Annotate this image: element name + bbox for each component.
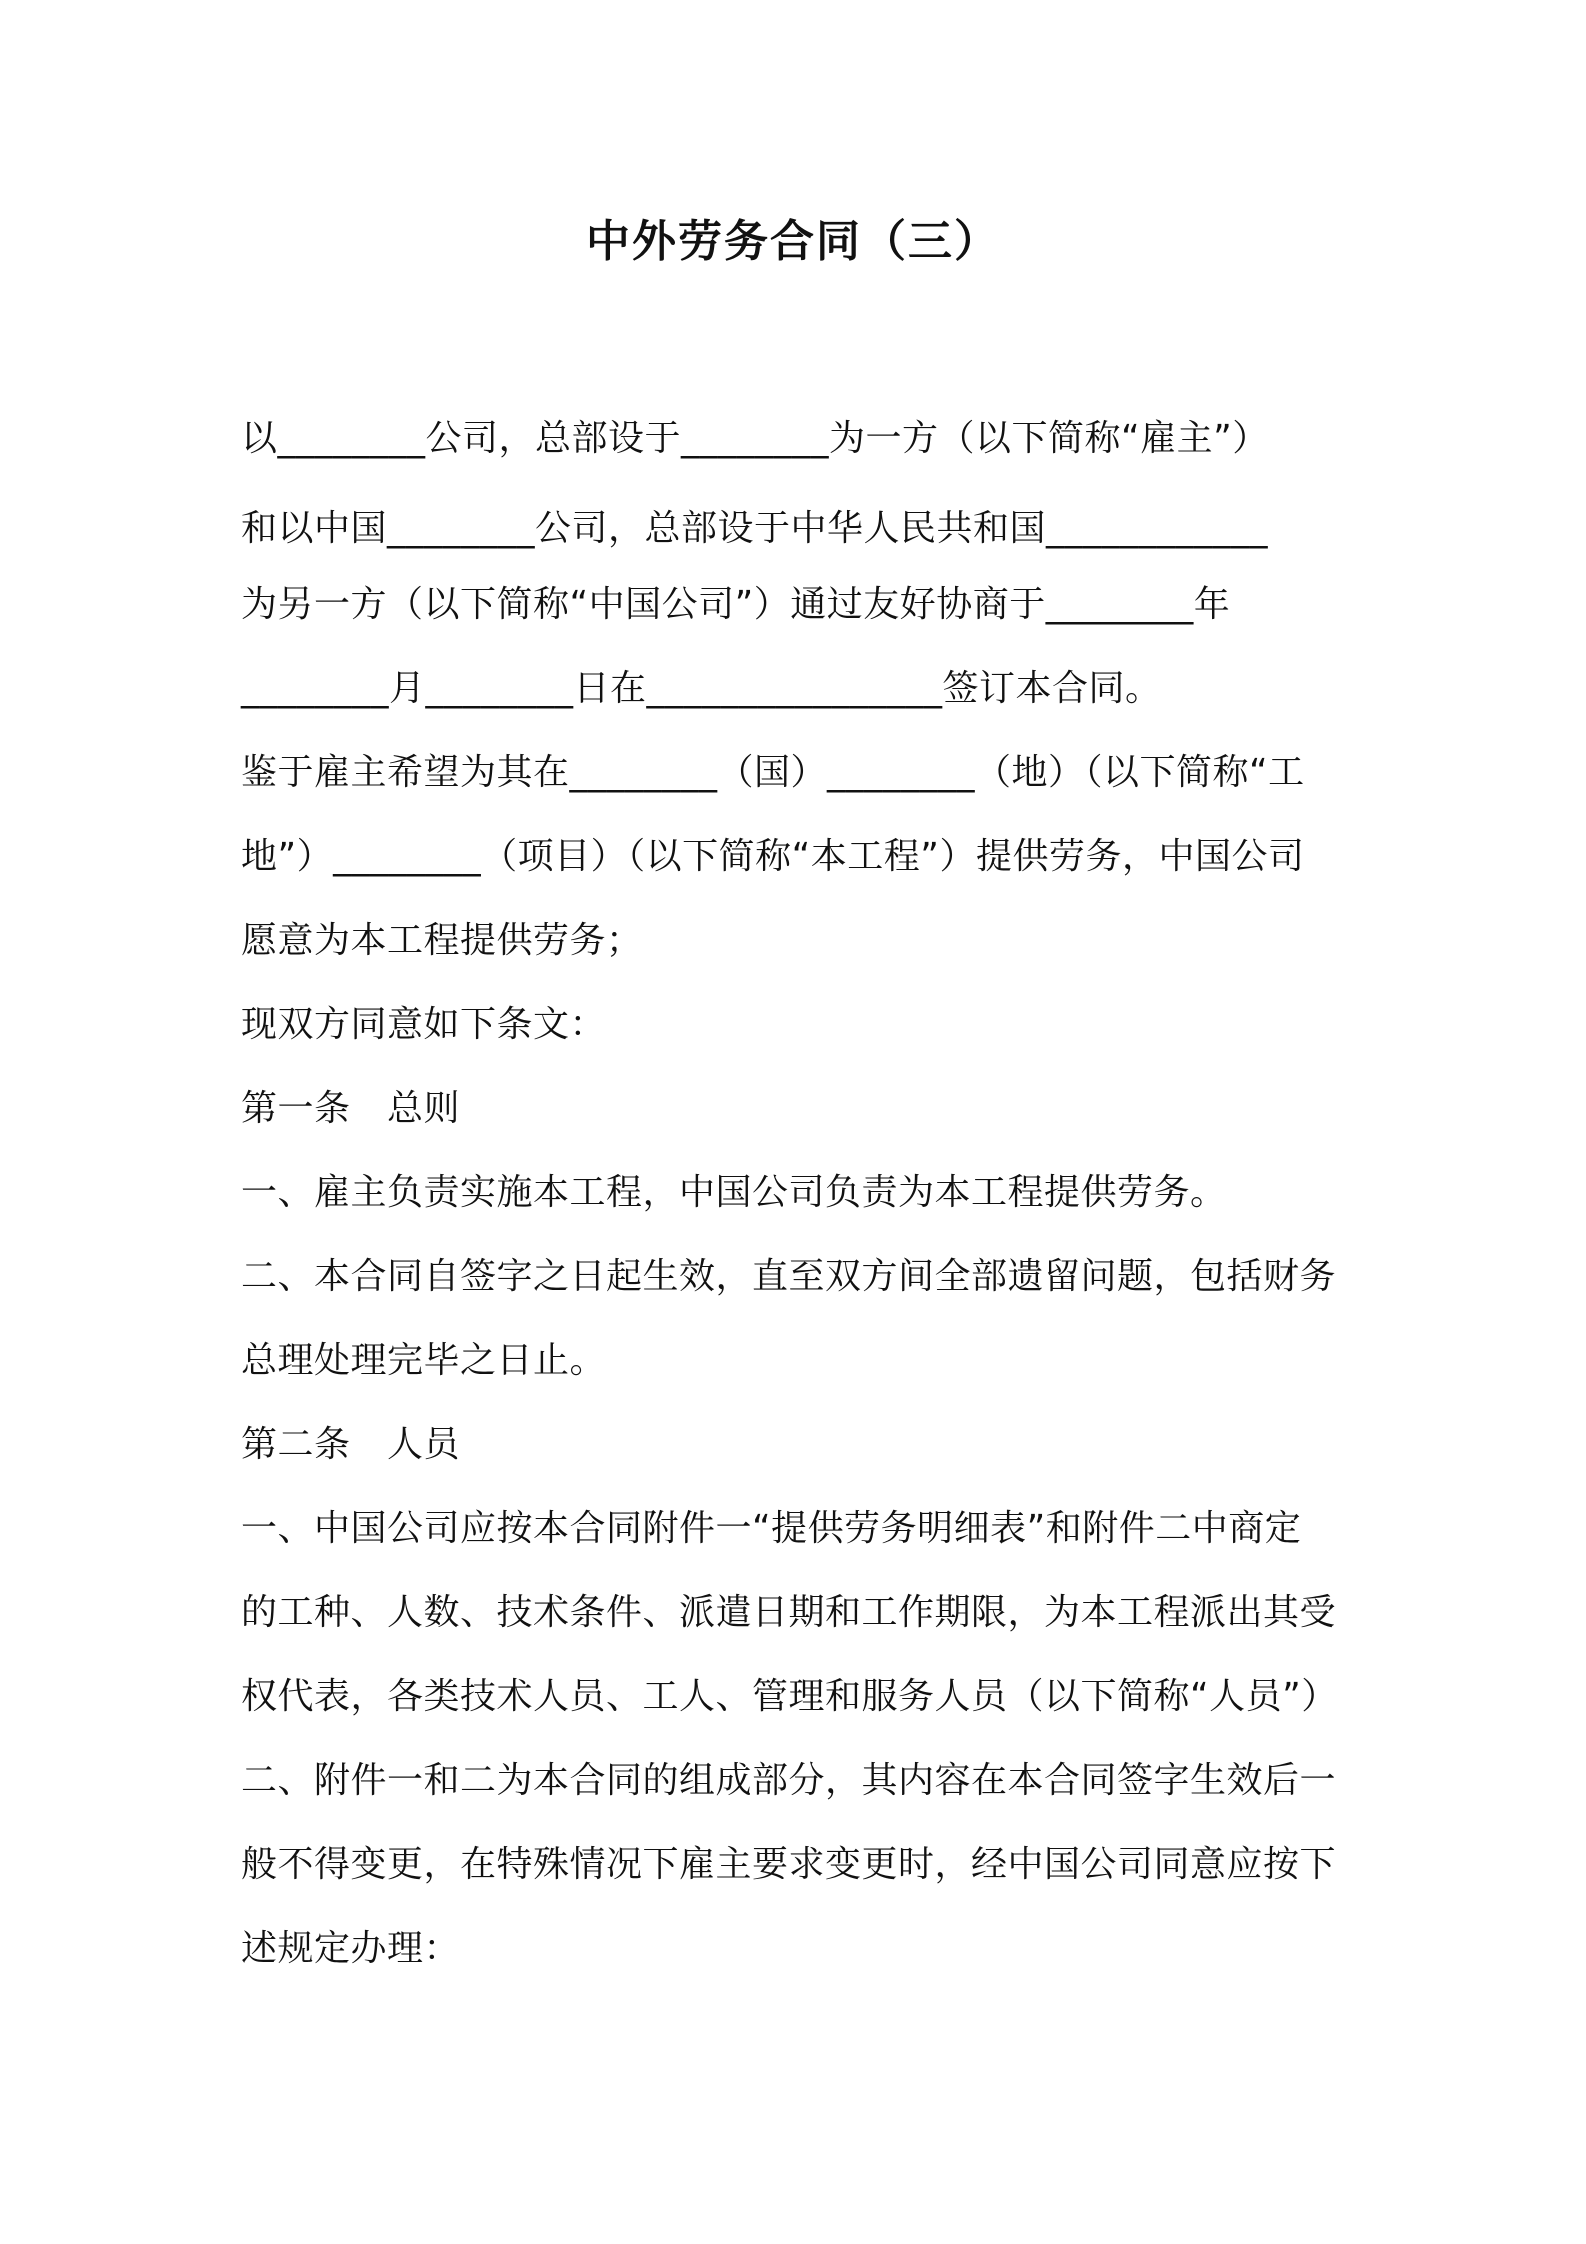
paragraph-line: 为另一方（以下简称“中国公司”）通过友好协商于________年 (241, 584, 1231, 625)
paragraph-line: 现双方同意如下条文： (241, 1004, 607, 1045)
article-heading: 第二条 人员 (241, 1424, 461, 1465)
paragraph-line: 的工种、人数、技术条件、派遣日期和工作期限，为本工程派出其受 (241, 1592, 1337, 1633)
paragraph-line: 一、雇主负责实施本工程，中国公司负责为本工程提供劳务。 (241, 1172, 1227, 1213)
paragraph-line: 二、附件一和二为本合同的组成部分，其内容在本合同签字生效后一 (241, 1760, 1337, 1801)
document-title: 中外劳务合同（三） (586, 216, 1000, 267)
paragraph-line: 鉴于雇主希望为其在________（国）________（地）（以下简称“工 (241, 752, 1305, 793)
paragraph-line: 以________公司，总部设于________为一方（以下简称“雇主”） (241, 418, 1269, 459)
paragraph-line: 权代表，各类技术人员、工人、管理和服务人员（以下简称“人员”） (241, 1676, 1338, 1717)
paragraph-line: 一、中国公司应按本合同附件一“提供劳务明细表”和附件二中商定 (241, 1508, 1302, 1549)
paragraph-line: 和以中国________公司，总部设于中华人民共和国____________ (241, 508, 1269, 549)
paragraph-line: 总理处理完毕之日止。 (241, 1340, 607, 1381)
paragraph-line: 二、本合同自签字之日起生效，直至双方间全部遗留问题，包括财务 (241, 1256, 1337, 1297)
paragraph-line: 愿意为本工程提供劳务； (241, 920, 643, 961)
article-heading: 第一条 总则 (241, 1088, 461, 1129)
paragraph-line: 述规定办理： (241, 1928, 461, 1969)
paragraph-line: 地”）________（项目）（以下简称“本工程”）提供劳务，中国公司 (241, 836, 1305, 877)
paragraph-line: ________月________日在________________签订本合同。 (241, 668, 1162, 709)
paragraph-line: 般不得变更，在特殊情况下雇主要求变更时，经中国公司同意应按下 (241, 1844, 1337, 1885)
